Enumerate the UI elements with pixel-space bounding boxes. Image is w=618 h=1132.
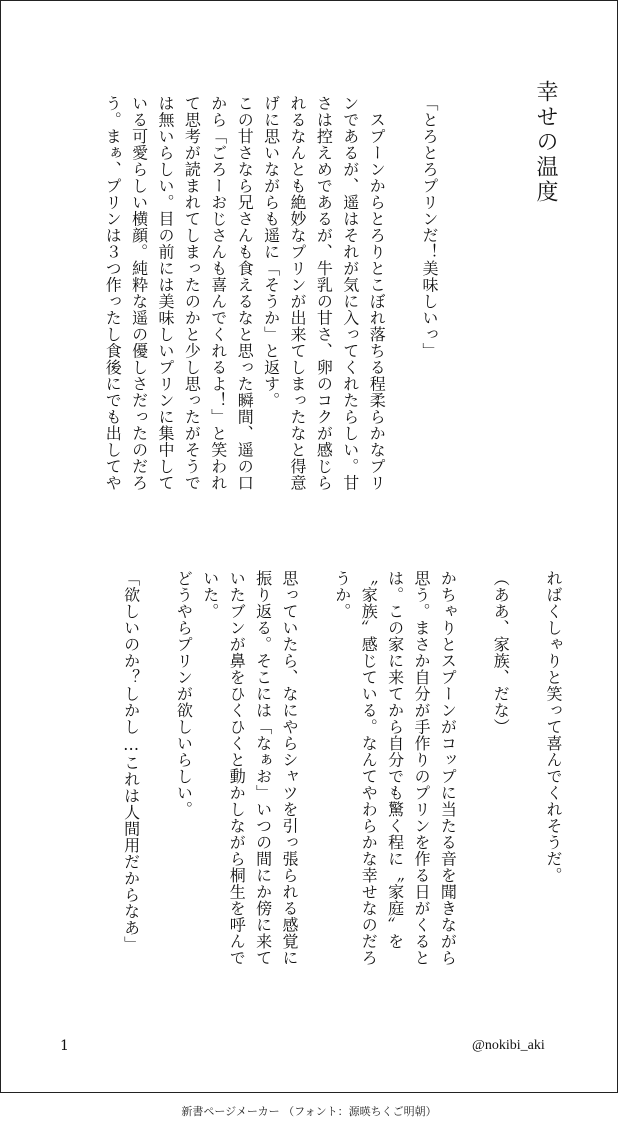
footer-caption: 新書ページメーカー （フォント：源暎ちくご明朝）: [181, 1105, 437, 1118]
page-number: 1: [60, 1038, 69, 1054]
text-column: いる可愛らしい横顔。純粋な遥の優しさだったのだろ: [129, 95, 149, 491]
text-column: 振り返る。そこには「なぁお」いつの間にか傍に来て: [253, 570, 273, 966]
text-column: れるなんとも絶妙なプリンが出来てしまったなと得意: [288, 95, 307, 491]
author-handle: @nokibi_aki: [472, 1038, 545, 1053]
text-column: スプーンからとろりとこぼれ落ちる程柔らかなプリ: [367, 95, 387, 491]
text-column: （ああ、家族、だな）: [491, 570, 511, 735]
text-column: う。まぁ、プリンは３つ作ったし食後にでも出してや: [103, 95, 123, 491]
text-column: て思考が読まれてしまったのかと少し思ったがそうで: [182, 95, 202, 491]
text-column: かちゃりとスプーンがコップに当たる音を聞きながら: [438, 570, 458, 966]
text-column: どうやらプリンが欲しいらしい。: [174, 570, 194, 818]
text-column: 思う。まさか自分が手作りのプリンを作る日がくると: [412, 570, 431, 966]
text-column: 思っていたら、なにやらシャツを引っ張られる感覚に: [280, 570, 299, 966]
text-column: 「欲しいのか？しかし…これは人間用だからなあ」: [121, 570, 141, 953]
page-title: 幸せの温度: [533, 80, 558, 205]
text-column: は無いらしい。目の前には美味しいプリンに集中して: [156, 95, 175, 491]
text-column: ンであるが、遥はそれが気に入ってくれたらしい。甘: [340, 95, 360, 491]
text-column: いた。: [200, 570, 220, 620]
text-column: げに思いながらも遥に「そうか」と返す。: [261, 95, 281, 409]
text-column: うか。: [332, 570, 352, 620]
text-column: から「ごろーおじさんも喜んでくれるよ！」と笑われ: [208, 95, 228, 491]
text-column: は。この家に来てから自分でも驚く程に〝家庭〟を: [385, 570, 405, 950]
text-column: 〝家族〟感じている。なんてやわらかな幸せなのだろ: [359, 570, 379, 966]
text-column: ればくしゃりと笑って喜んでくれそうだ。: [544, 570, 563, 884]
text-column: この甘さなら兄さんも食えるなと思った瞬間、遥の口: [235, 95, 255, 491]
text-column: 「とろとろプリンだ！美味しいっ」: [420, 95, 439, 359]
text-column: さは控えめであるが、牛乳の甘さ、卵のコクが感じら: [314, 95, 334, 491]
text-column: いたブンが鼻をひくひくと動かしながら桐生を呼んで: [227, 570, 247, 966]
